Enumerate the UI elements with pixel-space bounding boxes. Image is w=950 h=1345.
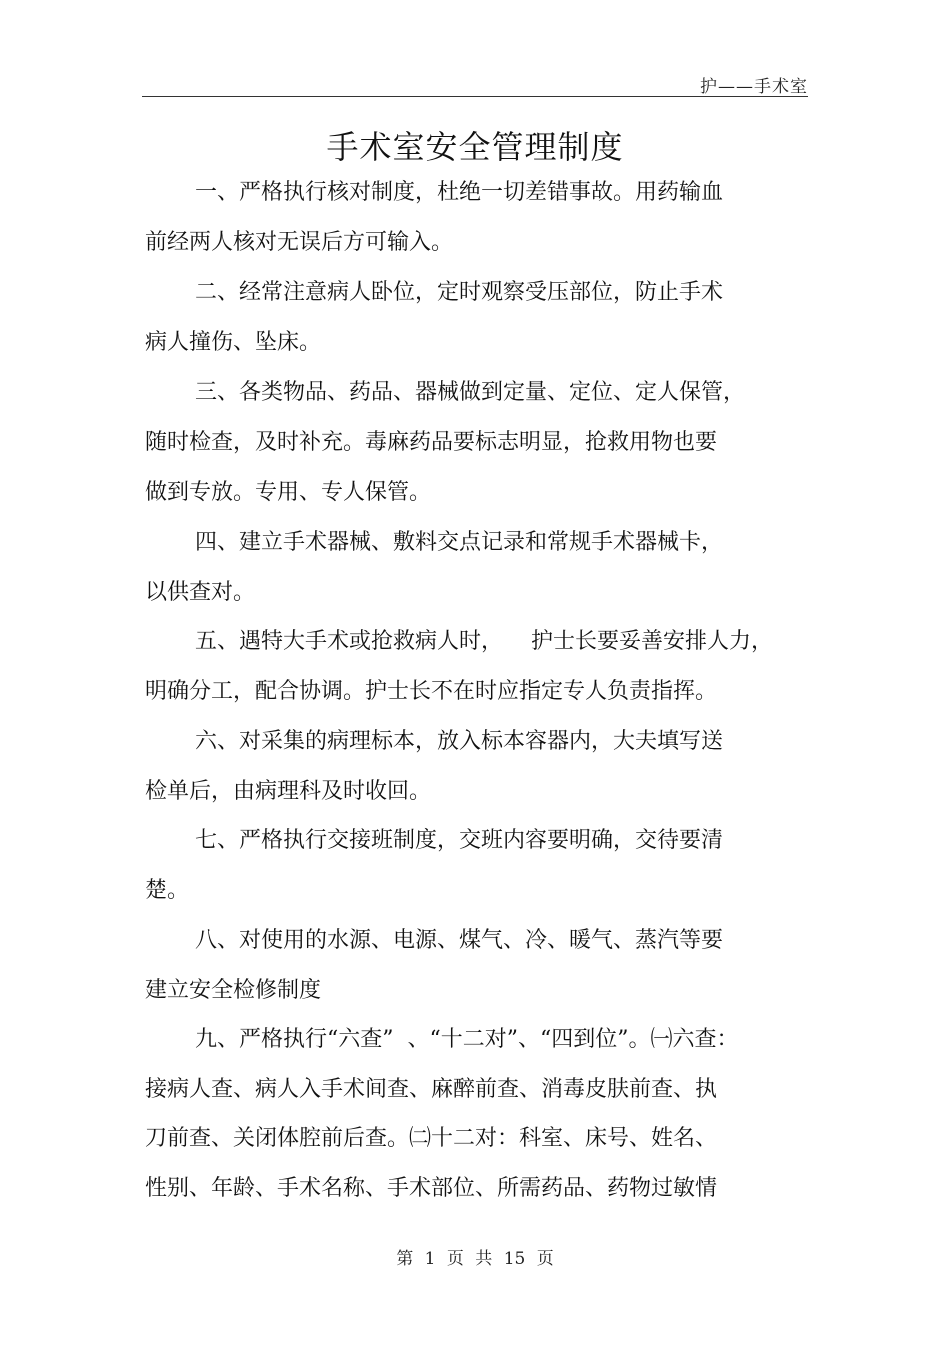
body-line: 五、遇特大手术或抢救病人时， 护士长要妥善安排人力， [195, 629, 773, 654]
body-line: 八、对使用的水源、电源、煤气、冷、暖气、蒸汽等要 [195, 928, 724, 953]
document-title: 手术室安全管理制度 [326, 128, 624, 166]
body-line: 九、严格执行“六查” 、“十二对”、“四到位”。㈠六查： [195, 1027, 739, 1052]
body-line: 楚。 [145, 878, 190, 903]
body-line: 前经两人核对无误后方可输入。 [145, 230, 454, 255]
body-line: 四、建立手术器械、敷料交点记录和常规手术器械卡， [195, 530, 724, 555]
page-footer: 第 1 页 共 15 页 [396, 1249, 554, 1269]
body-line: 接病人查、病人入手术间查、麻醉前查、消毒皮肤前查、执 [145, 1077, 718, 1102]
body-line: 随时检查，及时补充。毒麻药品要标志明显，抢救用物也要 [145, 430, 718, 455]
header-text: 护——手术室 [700, 77, 808, 97]
body-line: 六、对采集的病理标本，放入标本容器内，大夫填写送 [195, 729, 724, 754]
body-line: 性别、年龄、手术名称、手术部位、所需药品、药物过敏情 [145, 1176, 718, 1201]
body-line: 三、各类物品、药品、器械做到定量、定位、定人保管， [195, 380, 746, 405]
body-line: 病人撞伤、坠床。 [145, 330, 322, 355]
body-line: 建立安全检修制度 [145, 978, 322, 1003]
body-line: 以供查对。 [145, 580, 256, 605]
body-line: 七、严格执行交接班制度，交班内容要明确，交待要清 [195, 828, 724, 853]
body-line: 检单后，由病理科及时收回。 [145, 779, 432, 804]
body-line: 二、经常注意病人卧位，定时观察受压部位，防止手术 [195, 280, 724, 305]
header-divider [142, 96, 808, 97]
body-line: 刀前查、关闭体腔前后查。㈡十二对：科室、床号、姓名、 [145, 1126, 718, 1151]
body-line: 一、严格执行核对制度，杜绝一切差错事故。用药输血 [195, 180, 724, 205]
body-line: 做到专放。专用、专人保管。 [145, 480, 432, 505]
body-line: 明确分工，配合协调。护士长不在时应指定专人负责指挥。 [145, 679, 718, 704]
